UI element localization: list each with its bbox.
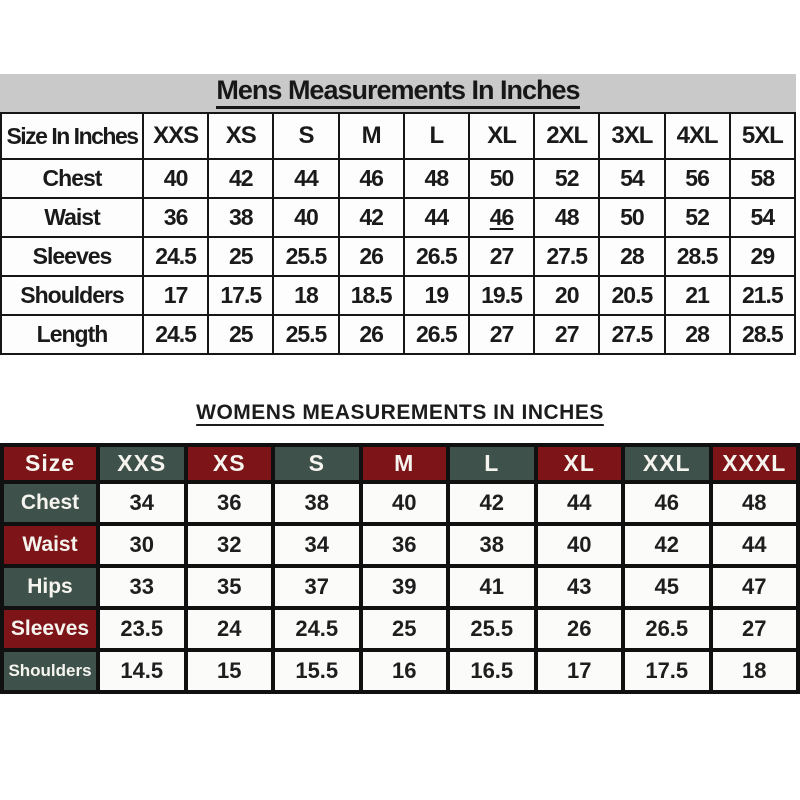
womens-cell-sleeves-xxl: 26.5 [623,608,711,650]
mens-col-header-3xl: 3XL [599,113,664,159]
mens-cell-chest-xs: 42 [208,159,273,198]
womens-cell-sleeves-xs: 24 [186,608,274,650]
mens-cell-waist-5xl: 54 [730,198,795,237]
womens-cell-waist-l: 38 [448,524,536,566]
mens-row-sleeves [1,237,795,276]
womens-cell-sleeves-l: 25.5 [448,608,536,650]
mens-col-header-m: M [339,113,404,159]
mens-cell-shoulders-xl: 19.5 [469,276,534,315]
mens-title-band [0,74,796,112]
mens-table [0,112,796,355]
mens-table-header [1,113,795,159]
womens-row-chest [2,482,798,524]
mens-cell-length-xl: 27 [469,315,534,354]
mens-cell-shoulders-xs: 17.5 [208,276,273,315]
mens-cell-shoulders-5xl: 21.5 [730,276,795,315]
mens-cell-chest-l: 48 [404,159,469,198]
womens-cell-hips-s: 37 [273,566,361,608]
womens-cell-waist-xxs: 30 [98,524,186,566]
womens-cell-hips-xxl: 45 [623,566,711,608]
mens-measurements-section [0,74,796,355]
womens-cell-hips-xxxl: 47 [711,566,799,608]
mens-cell-waist-xl: 46 [469,198,534,237]
womens-cell-hips-l: 41 [448,566,536,608]
mens-cell-length-xs: 25 [208,315,273,354]
mens-cell-length-l: 26.5 [404,315,469,354]
mens-col-header-xxs: XXS [143,113,208,159]
mens-row-chest [1,159,795,198]
womens-col-header-xxxl: XXXL [711,445,799,482]
mens-col-header-xs: XS [208,113,273,159]
mens-cell-waist-l: 44 [404,198,469,237]
mens-cell-waist-3xl: 50 [599,198,664,237]
womens-col-header-xl: XL [536,445,624,482]
womens-cell-shoulders-xl: 17 [536,650,624,692]
mens-col-header-xl: XL [469,113,534,159]
mens-col-header-2xl: 2XL [534,113,599,159]
womens-cell-chest-s: 38 [273,482,361,524]
mens-cell-length-xxs: 24.5 [143,315,208,354]
womens-cell-chest-l: 42 [448,482,536,524]
womens-col-header-size: Size [2,445,98,482]
mens-cell-shoulders-4xl: 21 [665,276,730,315]
womens-cell-sleeves-xxxl: 27 [711,608,799,650]
mens-cell-sleeves-3xl: 28 [599,237,664,276]
mens-cell-waist-s: 40 [273,198,338,237]
womens-cell-waist-m: 36 [361,524,449,566]
womens-row-header-chest: Chest [2,482,98,524]
mens-row-header-chest: Chest [1,159,143,198]
womens-cell-shoulders-xxl: 17.5 [623,650,711,692]
mens-cell-chest-xxs: 40 [143,159,208,198]
womens-cell-sleeves-xl: 26 [536,608,624,650]
mens-section-title: Mens Measurements In Inches [216,77,579,109]
mens-row-shoulders [1,276,795,315]
womens-measurements-section [0,443,800,694]
mens-col-header-5xl: 5XL [730,113,795,159]
womens-cell-hips-xl: 43 [536,566,624,608]
womens-cell-waist-xxl: 42 [623,524,711,566]
mens-cell-sleeves-xs: 25 [208,237,273,276]
womens-row-header-sleeves: Sleeves [2,608,98,650]
womens-row-header-waist: Waist [2,524,98,566]
mens-cell-shoulders-l: 19 [404,276,469,315]
mens-cell-chest-5xl: 58 [730,159,795,198]
womens-cell-shoulders-xs: 15 [186,650,274,692]
mens-cell-chest-s: 44 [273,159,338,198]
mens-cell-waist-xs: 38 [208,198,273,237]
womens-cell-sleeves-s: 24.5 [273,608,361,650]
mens-cell-sleeves-s: 25.5 [273,237,338,276]
womens-table-header [2,445,798,482]
mens-cell-waist-4xl: 52 [665,198,730,237]
womens-col-header-m: M [361,445,449,482]
womens-cell-waist-s: 34 [273,524,361,566]
mens-cell-sleeves-xl: 27 [469,237,534,276]
womens-col-header-xs: XS [186,445,274,482]
mens-cell-chest-2xl: 52 [534,159,599,198]
womens-header-row [2,445,798,482]
mens-cell-shoulders-2xl: 20 [534,276,599,315]
womens-cell-hips-xs: 35 [186,566,274,608]
womens-cell-shoulders-l: 16.5 [448,650,536,692]
mens-cell-shoulders-xxs: 17 [143,276,208,315]
mens-cell-sleeves-4xl: 28.5 [665,237,730,276]
mens-row-header-sleeves: Sleeves [1,237,143,276]
mens-cell-chest-4xl: 56 [665,159,730,198]
mens-col-header-l: L [404,113,469,159]
mens-cell-length-5xl: 28.5 [730,315,795,354]
womens-cell-shoulders-xxs: 14.5 [98,650,186,692]
mens-cell-length-3xl: 27.5 [599,315,664,354]
mens-cell-sleeves-xxs: 24.5 [143,237,208,276]
womens-row-shoulders [2,650,798,692]
mens-cell-chest-m: 46 [339,159,404,198]
mens-row-header-shoulders: Shoulders [1,276,143,315]
womens-cell-sleeves-m: 25 [361,608,449,650]
womens-section-title: WOMENS MEASUREMENTS IN INCHES [196,401,604,424]
womens-col-header-xxl: XXL [623,445,711,482]
mens-cell-shoulders-m: 18.5 [339,276,404,315]
womens-row-header-hips: Hips [2,566,98,608]
mens-cell-length-m: 26 [339,315,404,354]
womens-cell-chest-xxs: 34 [98,482,186,524]
womens-row-waist [2,524,798,566]
mens-cell-length-4xl: 28 [665,315,730,354]
womens-cell-chest-xxxl: 48 [711,482,799,524]
womens-cell-shoulders-m: 16 [361,650,449,692]
womens-cell-sleeves-xxs: 23.5 [98,608,186,650]
womens-cell-waist-xs: 32 [186,524,274,566]
womens-cell-chest-xxl: 46 [623,482,711,524]
womens-cell-waist-xl: 40 [536,524,624,566]
womens-cell-chest-m: 40 [361,482,449,524]
mens-cell-waist-xxs: 36 [143,198,208,237]
mens-row-header-waist: Waist [1,198,143,237]
mens-col-header-s: S [273,113,338,159]
mens-cell-sleeves-l: 26.5 [404,237,469,276]
womens-cell-hips-m: 39 [361,566,449,608]
womens-cell-chest-xs: 36 [186,482,274,524]
mens-col-header-size-in-inches: Size In Inches [1,113,143,159]
womens-col-header-xxs: XXS [98,445,186,482]
mens-cell-waist-m: 42 [339,198,404,237]
mens-cell-sleeves-5xl: 29 [730,237,795,276]
womens-col-header-l: L [448,445,536,482]
mens-row-header-length: Length [1,315,143,354]
mens-cell-shoulders-s: 18 [273,276,338,315]
womens-cell-waist-xxxl: 44 [711,524,799,566]
womens-table-body [2,482,798,692]
womens-col-header-s: S [273,445,361,482]
mens-cell-waist-2xl: 48 [534,198,599,237]
mens-cell-shoulders-3xl: 20.5 [599,276,664,315]
womens-cell-chest-xl: 44 [536,482,624,524]
womens-row-hips [2,566,798,608]
mens-col-header-4xl: 4XL [665,113,730,159]
womens-cell-shoulders-xxxl: 18 [711,650,799,692]
mens-cell-sleeves-m: 26 [339,237,404,276]
mens-row-length [1,315,795,354]
womens-cell-hips-xxs: 33 [98,566,186,608]
mens-cell-chest-3xl: 54 [599,159,664,198]
mens-cell-chest-xl: 50 [469,159,534,198]
womens-row-sleeves [2,608,798,650]
mens-table-body [1,159,795,354]
mens-header-row [1,113,795,159]
mens-cell-length-s: 25.5 [273,315,338,354]
mens-row-waist [1,198,795,237]
womens-row-header-shoulders: Shoulders [2,650,98,692]
womens-cell-shoulders-s: 15.5 [273,650,361,692]
mens-cell-length-2xl: 27 [534,315,599,354]
mens-cell-sleeves-2xl: 27.5 [534,237,599,276]
womens-table [0,443,800,694]
